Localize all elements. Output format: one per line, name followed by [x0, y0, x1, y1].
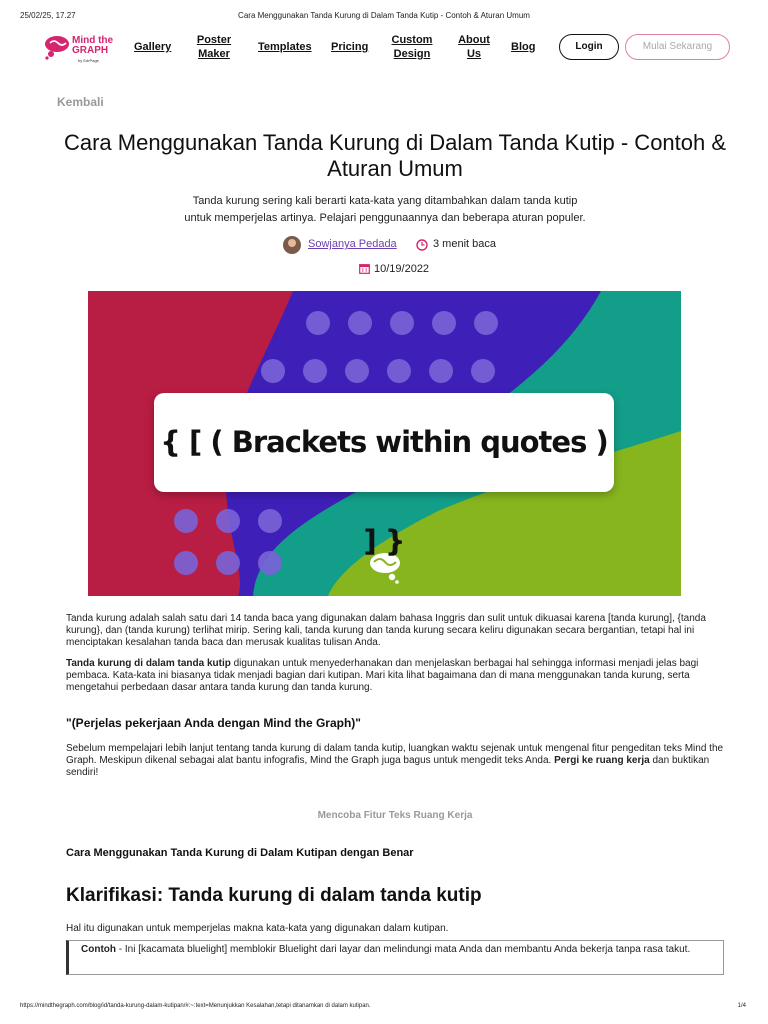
start-button[interactable]: Mulai Sekarang	[625, 34, 730, 60]
print-date: 25/02/25, 17.27	[20, 11, 76, 20]
nav-about-us[interactable]: About Us	[458, 34, 490, 60]
login-button[interactable]: Login	[559, 34, 619, 60]
quote-heading: "(Perjelas pekerjaan Anda dengan Mind the Graph)"	[66, 716, 361, 730]
paragraph-workspace-text: Sebelum mempelajari lebih lanjut tentang tanda kurung di dalam tanda kutip, luangkan waktu sejenak untuk mengenal fitur pengeditan teks Mind the Graph. Meskipun dikenal sebagai alat bantu infografis, Mind the Graph juga bagus untuk mengedit teks Anda.	[66, 743, 724, 766]
print-title: Cara Menggunakan Tanda Kurung di Dalam Tanda Kutip - Contoh & Aturan Umum	[238, 11, 530, 20]
mind-the-graph-logo[interactable]	[44, 34, 124, 62]
read-time: 3 menit baca	[433, 238, 496, 250]
section-heading: Klarifikasi: Tanda kurung di dalam tanda kutip	[66, 885, 482, 906]
brain-logo-icon	[44, 34, 72, 60]
logo-sub: by EdrPage	[78, 58, 99, 63]
paragraph-clarification: Hal itu digunakan untuk memperjelas makna kata-kata yang digunakan dalam kutipan.	[66, 923, 449, 934]
nav-poster-maker[interactable]: Poster Maker	[196, 34, 232, 60]
paragraph-workspace	[66, 743, 726, 779]
print-url: https://mindthegraph.com/blog/id/tanda-kurung-dalam-kutipan/#:~:text=Menunjukkan Kesalahan,tetapi ditanamkan di dalam kutipan.	[20, 1003, 371, 1009]
top-nav	[44, 30, 734, 66]
paragraph-workspace-end: dan buktikan sendiri!	[66, 755, 710, 778]
article-meta	[0, 236, 768, 256]
publish-date: 10/19/2022	[374, 263, 430, 275]
paragraph-definition-bold: Tanda kurung di dalam tanda kutip	[66, 658, 231, 669]
example-label: Contoh	[81, 944, 116, 955]
try-text-feature-button[interactable]: Mencoba Fitur Teks Ruang Kerja	[317, 810, 473, 821]
page-title: Cara Menggunakan Tanda Kurung di Dalam Tanda Kutip - Contoh & Aturan Umum	[63, 130, 727, 181]
hero-image	[88, 291, 681, 596]
calendar-icon	[359, 263, 370, 274]
author-avatar	[283, 236, 301, 254]
section-subheading: Cara Menggunakan Tanda Kurung di Dalam Kutipan dengan Benar	[66, 847, 414, 859]
print-page-number: 1/4	[737, 1003, 746, 1009]
nav-blog[interactable]: Blog	[511, 41, 536, 53]
logo-text: Mind the GRAPH	[72, 35, 114, 56]
clock-icon	[416, 239, 428, 251]
back-link[interactable]: Kembali	[57, 95, 104, 109]
paragraph-intro: Tanda kurung adalah salah satu dari 14 tanda baca yang digunakan dalam bahasa Inggris dan sulit untuk dikuasai karena [tanda kurung], {tanda kurung}, dan (tanda kurung) terlihat mirip. Sering kali, tanda kurung dan tanda kurung secara keliru digunakan secara bergantian, tetapi hal ini menciptakan kesalahan tanda baca dan merusak kualitas tulisan Anda.	[66, 613, 706, 648]
workspace-link[interactable]: Pergi ke ruang kerja	[554, 755, 650, 766]
nav-templates[interactable]: Templates	[258, 41, 312, 53]
nav-custom-design[interactable]: Custom Design	[391, 34, 433, 60]
hero-title-card	[154, 393, 614, 558]
paragraph-definition-text: digunakan untuk menyederhanakan dan menjelaskan berbagai hal sehingga informasi menjadi jelas bagi pembaca. Kata-kata ini biasanya tidak menjadi bagian dari kutipan. Mari kita lihat bagaimana dan di mana menggunakan tanda kurung, serta mengetahui perbedaan dasar antara tanda kurung dan tanda kurung.	[66, 658, 699, 693]
example-box	[66, 940, 724, 975]
nav-pricing[interactable]: Pricing	[331, 41, 369, 53]
nav-gallery[interactable]: Gallery	[134, 41, 172, 53]
article-lead: Tanda kurung sering kali berarti kata-kata yang ditambahkan dalam tanda kutip untuk memperjelas artinya. Pelajari penggunaannya dan beberapa aturan populer.	[184, 195, 586, 224]
example-text: - Ini [kacamata bluelight] memblokir Bluelight dari layar dan melindungi mata Anda dan membantu Anda bekerja tanpa rasa takut.	[116, 944, 691, 955]
hero-text: { [ ( Brackets within quotes ) ] }	[160, 425, 608, 558]
paragraph-definition	[66, 658, 726, 694]
author-link[interactable]: Sowjanya Pedada	[308, 238, 397, 250]
article-date-row	[0, 262, 768, 278]
